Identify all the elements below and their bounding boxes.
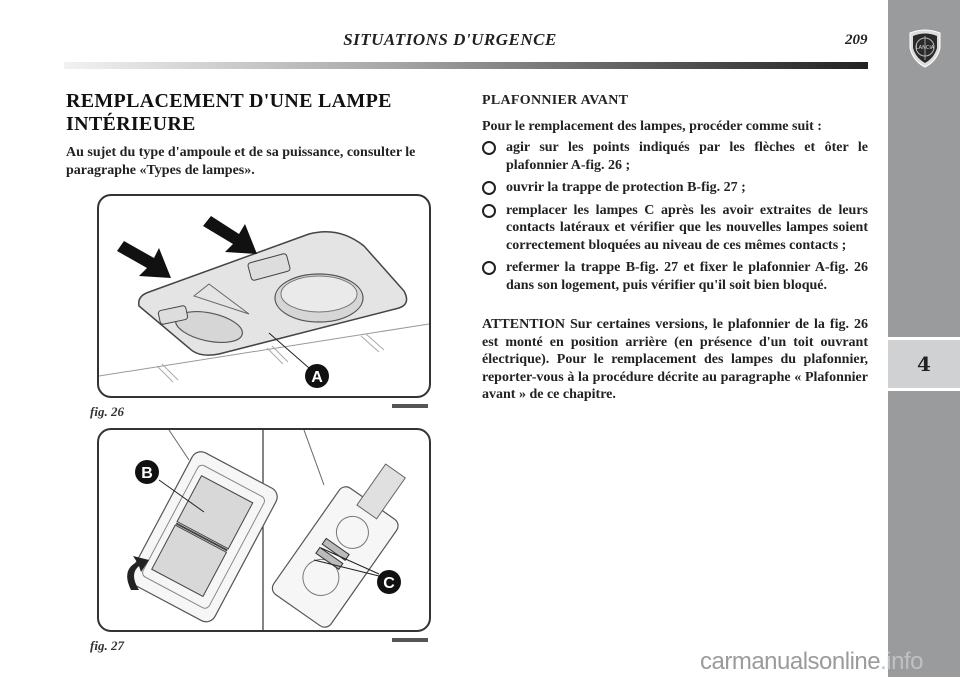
intro-paragraph: Au sujet du type d'ampoule et de sa puissance, consulter le paragraphe «Types de lampes».	[66, 145, 416, 178]
figure-27-lamp-access	[97, 428, 431, 632]
svg-text:B: B	[141, 465, 153, 482]
list-item: agir sur les points indiqués par les flèches et ôter le plafonnier A-fig. 26 ;	[482, 139, 868, 174]
arrow-icon	[203, 216, 257, 254]
figure-26-code	[392, 404, 428, 408]
right-column	[482, 92, 868, 418]
figure-27-code	[392, 638, 428, 642]
list-item: ouvrir la trappe de protection B-fig. 27 ;	[482, 179, 868, 197]
callout-C-icon	[377, 570, 401, 594]
arrow-icon	[117, 241, 171, 278]
svg-text:A: A	[311, 369, 323, 386]
lamp-access-illustration	[99, 430, 429, 630]
subsection-heading: PLAFONNIER AVANT	[482, 93, 629, 108]
warning-label: ATTENTION	[482, 317, 565, 332]
procedure-lead: Pour le remplacement des lampes, procéder comme suit :	[482, 118, 822, 134]
left-column	[66, 90, 456, 180]
figure-26-dome-light	[97, 194, 431, 398]
bullet-circle-icon	[482, 261, 496, 275]
svg-text:C: C	[383, 575, 395, 592]
callout-B-icon	[135, 460, 159, 484]
list-item: remplacer les lampes C après les avoir extraites de leurs contacts latéraux et vérifier que les nouvelles lampes soient correctement bloquées au niveau de ces mêmes contacts ;	[482, 202, 868, 255]
callout-A-icon	[305, 364, 329, 388]
chapter-number: 4	[917, 352, 931, 376]
dome-light-illustration	[99, 196, 429, 396]
running-header-title: SITUATIONS D'URGENCE	[343, 30, 557, 49]
page-number: 209	[845, 32, 868, 48]
warning-note	[482, 316, 868, 404]
chapter-number-tab[interactable]	[888, 337, 960, 391]
watermark: carmanualsonline.info	[700, 648, 923, 675]
warning-text: Sur certaines versions, le plafonnier de la fig. 26 est monté en position arrière (en présence d'un toit ouvrant électrique). Pour le remplacement des lampes du plafonnier, reporter-vous à la procédure décrite au paragraphe « Plafonnier avant » de ce chapitre.	[482, 317, 868, 402]
header-rule	[64, 62, 868, 69]
figure-26-label: fig. 26	[90, 404, 124, 419]
section-title: REMPLACEMENT D'UNE LAMPE INTÉRIEURE	[66, 90, 392, 135]
bullet-circle-icon	[482, 204, 496, 218]
bullet-circle-icon	[482, 141, 496, 155]
svg-text:LANCIA: LANCIA	[915, 45, 935, 51]
figure-27-label: fig. 27	[90, 638, 124, 653]
procedure-steps	[482, 139, 868, 294]
bullet-circle-icon	[482, 181, 496, 195]
list-item: refermer la trappe B-fig. 27 et fixer le plafonnier A-fig. 26 dans son logement, puis vérifier qu'il soit bien bloqué.	[482, 259, 868, 294]
